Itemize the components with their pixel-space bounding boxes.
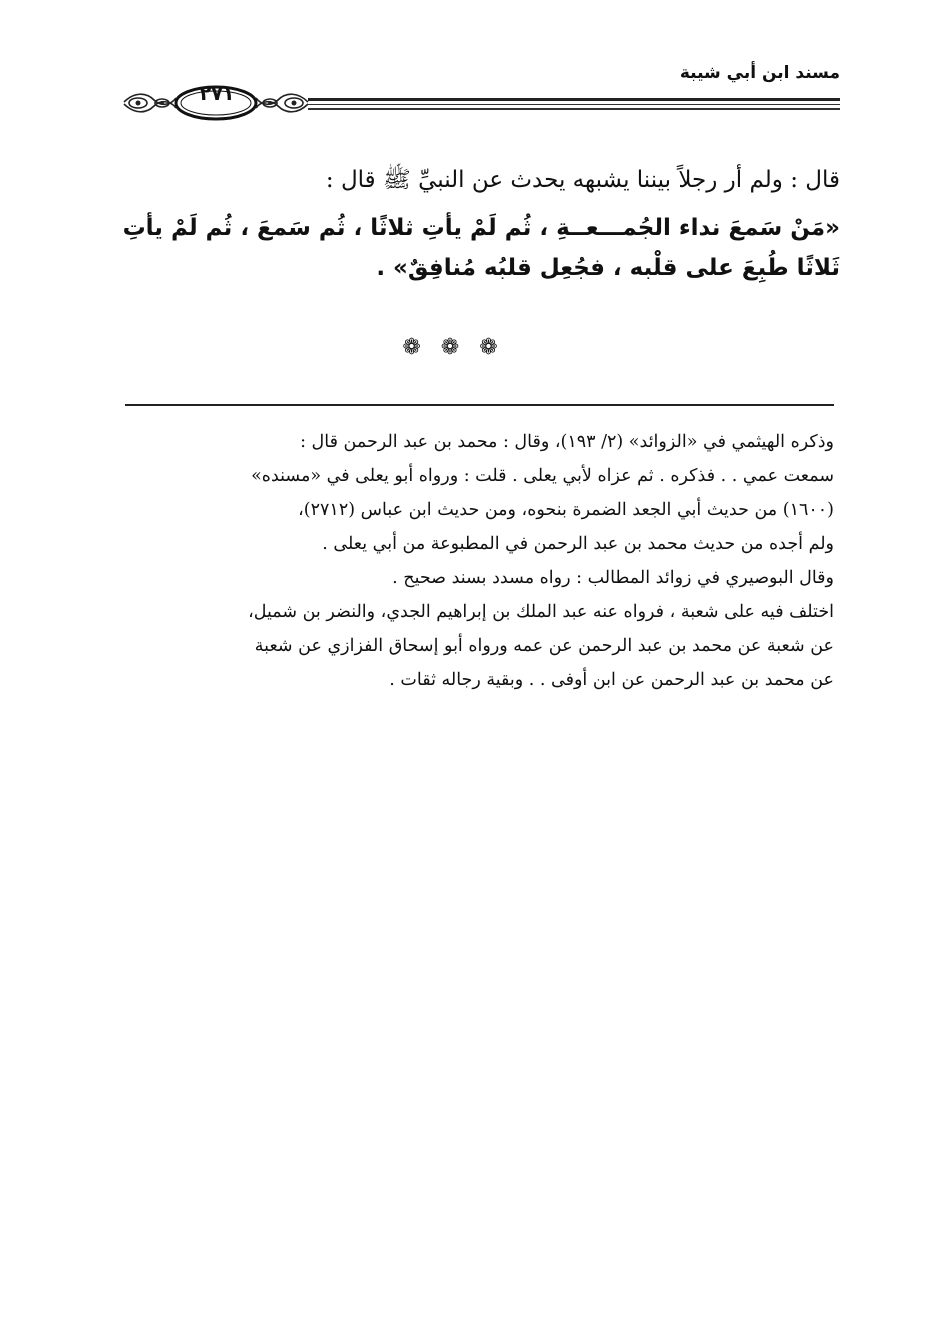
header-rule-thick xyxy=(308,98,840,101)
book-title: مسند ابن أبي شيبة xyxy=(679,63,840,83)
header-rules xyxy=(308,98,840,112)
hadith-text xyxy=(118,208,840,288)
footnote-line: عن محمد بن عبد الرحمن عن ابن أوفى . . وبقية رجاله ثقات . xyxy=(389,670,834,690)
running-header xyxy=(118,58,840,128)
footnote-line: ولم أجده من حديث محمد بن عبد الرحمن في المطبوعة من أبي يعلى . xyxy=(322,534,834,554)
main-text xyxy=(118,160,840,288)
footnote-line: سمعت عمي . . فذكره . ثم عزاه لأبي يعلى . قلت : ورواه أبو يعلى في «مسنده» xyxy=(251,466,834,486)
footnote-divider xyxy=(125,404,834,406)
hadith-line: ثَلاثًا طُبِعَ على قلْبه ، فجُعِل قلبُه مُنافِقٌ» . xyxy=(376,255,840,281)
footnote-line: وقال البوصيري في زوائد المطالب : رواه مسدد بسند صحيح . xyxy=(392,568,834,588)
header-rule-thin-lower xyxy=(308,108,840,110)
section-separator-icon: ❁❁❁ xyxy=(402,335,518,360)
narration-intro: قال : ولم أر رجلاً بيننا يشبهه يحدث عن النبيِّ ﷺ قال : xyxy=(325,167,840,193)
page-number: ٢٧١ xyxy=(199,83,235,105)
footnote-line: اختلف فيه على شعبة ، فرواه عنه عبد الملك بن إبراهيم الجدي، والنضر بن شميل، xyxy=(248,602,834,622)
header-rule-thin xyxy=(308,104,840,105)
hadith-line: «مَنْ سَمعَ نداء الجُمـــعــةِ ، ثُم لَمْ يأتِ ثلاثًا ، ثُم سَمعَ ، ثُم لَمْ يأتِ xyxy=(122,215,840,241)
footnotes xyxy=(125,425,834,697)
footnote-line: (١٦٠٠) من حديث أبي الجعد الضمرة بنحوه، ومن حديث ابن عباس (٢٧١٢)، xyxy=(298,500,834,520)
footnote-line: وذكره الهيثمي في «الزوائد» (٢/ ١٩٣)، وقال : محمد بن عبد الرحمن قال : xyxy=(300,432,834,452)
footnote-line: عن شعبة عن محمد بن عبد الرحمن عن عمه ورواه أبو إسحاق الفزازي عن شعبة xyxy=(254,636,834,656)
